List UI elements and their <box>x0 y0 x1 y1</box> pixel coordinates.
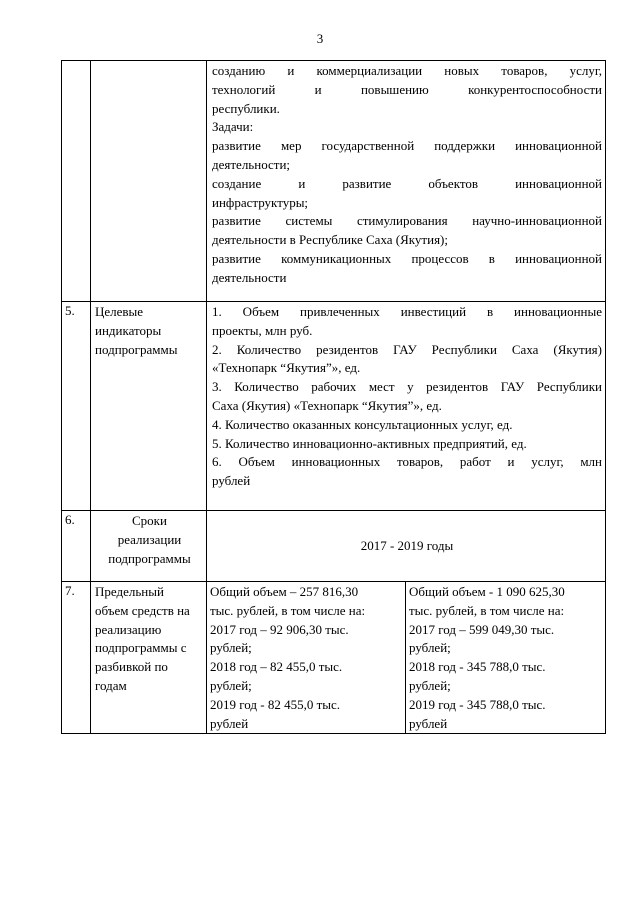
text-line: 2018 год - 345 788,0 тыс. <box>409 659 546 675</box>
text-line: Общий объем - 1 090 625,30 <box>409 584 565 599</box>
row-number-cell <box>62 61 91 302</box>
text-line: 2019 год - 345 788,0 тыс. <box>409 696 546 712</box>
text-line: развитие коммуникационных процессов в инновационной <box>212 250 602 266</box>
text-line: рублей; <box>409 677 451 693</box>
row-name <box>91 582 207 734</box>
text-line: тыс. рублей, в том числе на: <box>409 602 565 618</box>
text-line: Задачи: <box>212 119 254 135</box>
funding-left-cell <box>207 582 406 734</box>
text-line: 4. Количество оказанных консультационных услуг, ед. <box>212 416 513 432</box>
text-line: деятельности <box>212 269 287 285</box>
text-line: Саха (Якутия) «Технопарк “Якутия”», ед. <box>212 397 442 413</box>
text-line: 3. Количество рабочих мест у резидентов ГАУ Республики <box>212 379 602 395</box>
text-line: рублей; <box>210 677 252 693</box>
text-line: республики. <box>212 100 280 116</box>
text-line: тыс. рублей, в том числе на: <box>210 602 366 618</box>
name-line: Сроки <box>132 513 167 528</box>
text-line: 1. Объем привлеченных инвестиций в инновационные <box>212 304 602 319</box>
row-name-cell <box>91 61 207 302</box>
row-number: 7. <box>62 582 91 734</box>
funding-right-cell <box>406 582 606 734</box>
text-line: 2018 год – 82 455,0 тыс. <box>210 659 343 675</box>
text-line: рублей; <box>210 640 252 656</box>
name-line: подпрограммы с <box>95 640 187 656</box>
goals-tasks-cell <box>207 61 606 302</box>
name-line: годам <box>95 677 127 693</box>
indicators-cell <box>207 302 606 511</box>
passport-table <box>61 60 606 734</box>
text-line: 2017 год – 599 049,30 тыс. <box>409 621 555 637</box>
row-name <box>91 302 207 511</box>
text-line: 2017 год – 92 906,30 тыс. <box>210 621 349 637</box>
row-name <box>91 511 207 582</box>
name-line: подпрограммы <box>108 550 191 566</box>
text-line: Общий объем – 257 816,30 <box>210 584 359 599</box>
text-line: 2019 год - 82 455,0 тыс. <box>210 696 341 712</box>
text-line: 2. Количество резидентов ГАУ Республики Саха (Якутия) <box>212 341 602 357</box>
name-line: реализации <box>117 531 182 547</box>
row-number: 5. <box>62 302 91 511</box>
table-row-5 <box>62 302 606 511</box>
text-line: создание и развитие объектов инновационной <box>212 175 602 191</box>
text-line: развитие системы стимулирования научно-инновационной <box>212 213 602 229</box>
table-row-continuation <box>62 61 606 302</box>
page-number: 3 <box>316 31 324 46</box>
text-line: «Технопарк “Якутия”», ед. <box>212 360 361 376</box>
name-line: индикаторы <box>95 322 162 338</box>
name-line: разбивкой по <box>95 659 168 675</box>
name-line: объем средств на <box>95 602 190 618</box>
text-line: деятельности; <box>212 156 291 172</box>
name-line: Целевые <box>95 304 144 319</box>
name-line: подпрограммы <box>95 341 178 357</box>
text-line: деятельности в Республике Саха (Якутия); <box>212 232 448 248</box>
text-line: технологий и повышению конкурентоспособности <box>212 81 602 97</box>
text-line: рублей <box>212 473 251 489</box>
text-line: рублей <box>210 715 249 731</box>
text-line: рублей <box>409 715 448 731</box>
text-line: созданию и коммерциализации новых товаров, услуг, <box>212 63 602 78</box>
text-line: развитие мер государственной поддержки инновационной <box>212 138 602 154</box>
text-line: инфраструктуры; <box>212 194 309 210</box>
text-line: рублей; <box>409 640 451 656</box>
table-row-7 <box>62 582 606 734</box>
name-line: реализацию <box>95 621 162 637</box>
text-line: 6. Объем инновационных товаров, работ и услуг, млн <box>212 454 602 470</box>
period-cell <box>207 511 606 582</box>
table-row-6 <box>62 511 606 582</box>
text-line: 5. Количество инновационно-активных предприятий, ед. <box>212 435 527 451</box>
period-value: 2017 - 2019 годы <box>360 538 454 554</box>
row-number: 6. <box>62 511 91 582</box>
text-line: проекты, млн руб. <box>212 322 313 338</box>
name-line: Предельный <box>95 584 164 599</box>
